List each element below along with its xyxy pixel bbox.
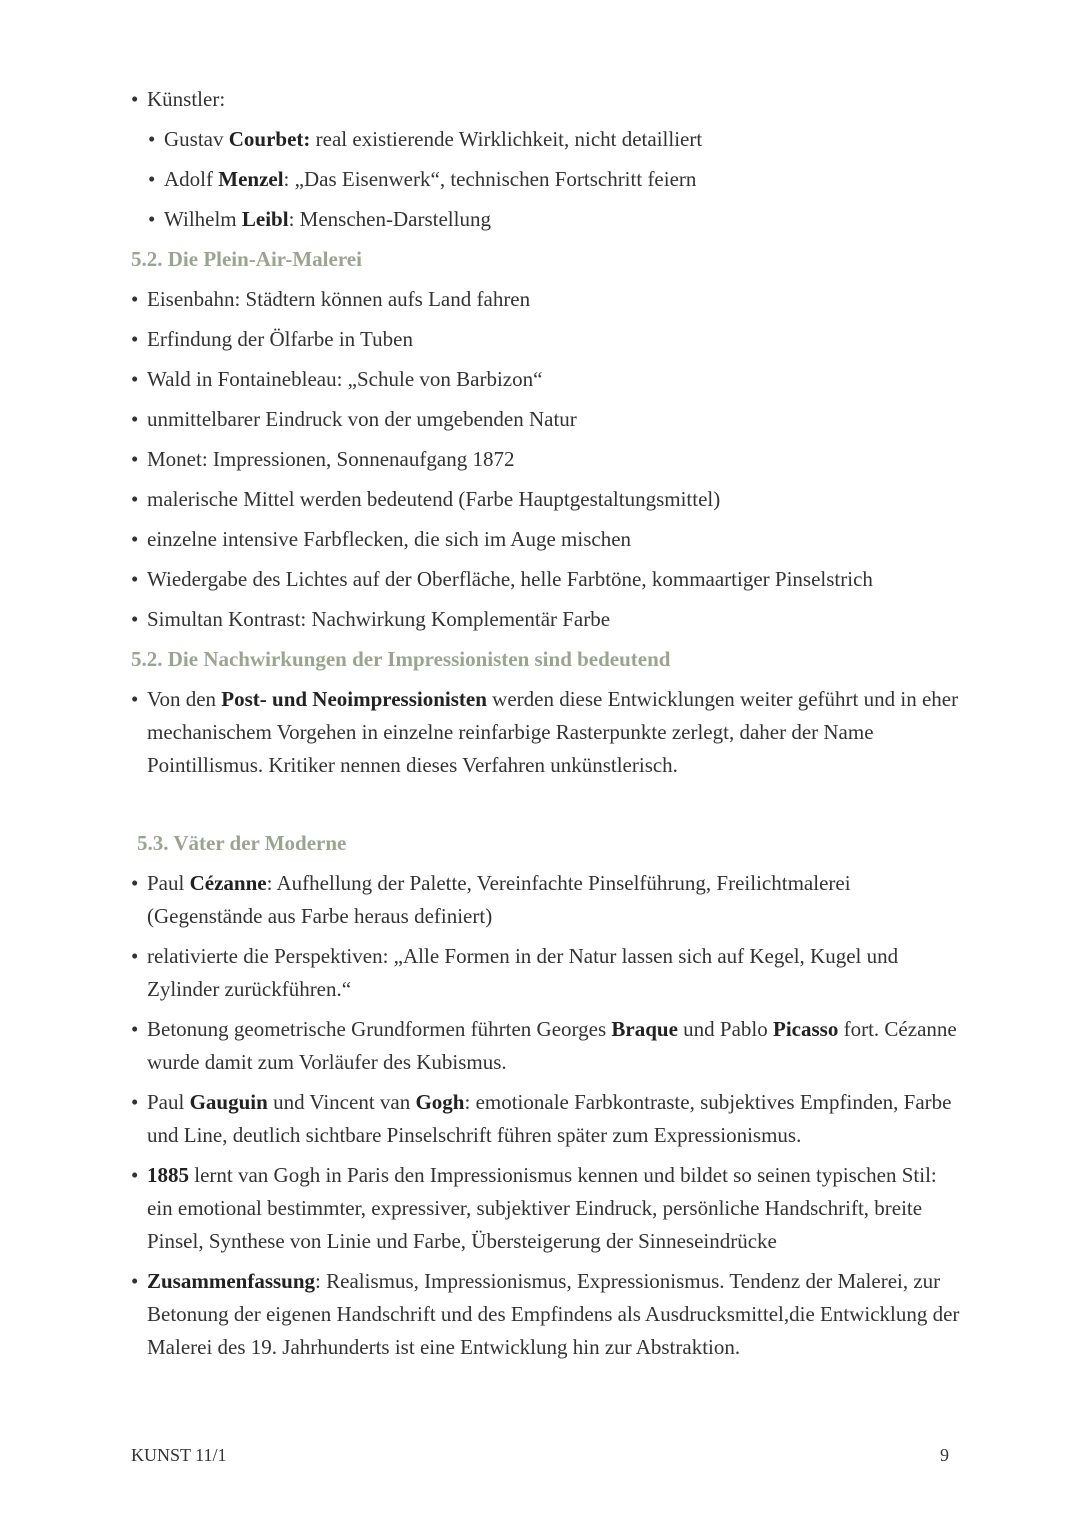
list-item	[131, 323, 961, 356]
bullet-icon: •	[148, 127, 156, 151]
text: und Vincent van	[267, 1090, 416, 1114]
bold-text: Zusammenfassung	[147, 1269, 316, 1293]
text: Paul	[147, 1090, 190, 1114]
text: Wald in Fontainebleau: „Schule von Barbizon“	[147, 367, 543, 391]
text: : Aufhellung der Palette, Vereinfachte Pinselführung, Freilichtmalerei (Gegenstände aus Farbe heraus definiert)	[147, 871, 851, 928]
text: lernt van Gogh in Paris den Impressionismus kennen und bildet so seinen typischen Stil: ein emotional bestimmter, expressiver, subjektiver Eindruck, persönliche Handschrift, breite Pinsel, Synthese von Linie und Farbe, Übersteigerung der Sinneseindrücke	[147, 1163, 937, 1253]
bullet-icon: •	[131, 1090, 139, 1114]
section-heading	[131, 243, 961, 276]
bold-text: Leibl	[241, 207, 289, 231]
list-item	[131, 83, 961, 116]
bullet-icon: •	[131, 327, 139, 351]
list-item	[131, 363, 961, 396]
text: Adolf	[164, 167, 219, 191]
bold-text: Gauguin	[189, 1090, 268, 1114]
bullet-icon: •	[148, 207, 156, 231]
text: Wiedergabe des Lichtes auf der Oberfläche, helle Farbtöne, kommaartiger Pinselstrich	[147, 567, 873, 591]
list-item	[131, 523, 961, 556]
bullet-icon: •	[131, 527, 139, 551]
bullet-icon: •	[131, 944, 139, 968]
text: malerische Mittel werden bedeutend (Farbe Hauptgestaltungsmittel)	[147, 487, 721, 511]
text: Betonung geometrische Grundformen führten Georges	[147, 1017, 612, 1041]
list-item	[131, 1265, 961, 1364]
bold-text: Menzel	[218, 167, 284, 191]
bold-text: 1885	[147, 1163, 189, 1187]
bullet-icon: •	[131, 1163, 139, 1187]
list-item	[131, 603, 961, 636]
text: Eisenbahn: Städtern können aufs Land fahren	[147, 287, 531, 311]
text: : Menschen-Darstellung	[288, 207, 491, 231]
list-item	[131, 1086, 961, 1152]
text: Paul	[147, 871, 190, 895]
text: Künstler:	[147, 87, 226, 111]
text: Erfindung der Ölfarbe in Tuben	[147, 327, 413, 351]
bold-text: Picasso	[773, 1017, 839, 1041]
list-item	[131, 483, 961, 516]
text: Gustav	[164, 127, 229, 151]
bullet-icon: •	[131, 447, 139, 471]
text: Wilhelm	[164, 207, 242, 231]
bullet-icon: •	[131, 871, 139, 895]
text: fort. Cézanne wurde damit zum Vorläufer des Kubismus.	[147, 1017, 957, 1074]
footer-course: KUNST 11/1	[131, 1445, 227, 1465]
page-number: 9	[940, 1445, 949, 1465]
sub-list-item	[148, 203, 961, 236]
text: Von den	[147, 687, 222, 711]
text: unmittelbarer Eindruck von der umgebenden Natur	[147, 407, 577, 431]
bullet-icon: •	[131, 567, 139, 591]
text: einzelne intensive Farbflecken, die sich im Auge mischen	[147, 527, 632, 551]
list-item	[131, 443, 961, 476]
bullet-icon: •	[131, 687, 139, 711]
bullet-icon: •	[131, 367, 139, 391]
text: werden diese Entwicklungen weiter geführt und in eher mechanischem Vorgehen in einzelne reinfarbige Rasterpunkte zerlegt, daher der Name Pointillismus. Kritiker nennen dieses Verfahren unkünstlerisch.	[147, 687, 959, 777]
bullet-icon: •	[131, 1017, 139, 1041]
list-item	[131, 867, 961, 933]
text: : Realismus, Impressionismus, Expressionismus. Tendenz der Malerei, zur Betonung der eigenen Handschrift und des Empfindens als Ausdrucksmittel,die Entwicklung der Malerei des 19. Jahrhunderts ist eine Entwicklung hin zur Abstraktion.	[147, 1269, 960, 1359]
list-item	[131, 563, 961, 596]
page-footer	[131, 1414, 949, 1528]
bold-text: Post- und Neoimpressionisten	[221, 687, 487, 711]
text: Simultan Kontrast: Nachwirkung Komplementär Farbe	[147, 607, 611, 631]
bullet-icon: •	[131, 1269, 139, 1293]
list-item	[131, 683, 961, 782]
sub-list-item	[148, 123, 961, 156]
bullet-icon: •	[131, 487, 139, 511]
text: : emotionale Farbkontraste, subjektives Empfinden, Farbe und Line, deutlich sichtbare Pinselschrift führen später zum Expressionismus.	[147, 1090, 952, 1147]
text: real existierende Wirklichkeit, nicht detailliert	[310, 127, 703, 151]
bullet-icon: •	[131, 87, 139, 111]
bullet-icon: •	[148, 167, 156, 191]
list-item	[131, 1013, 961, 1079]
text: : „Das Eisenwerk“, technischen Fortschritt feiern	[283, 167, 697, 191]
text: 5.2. Die Plein-Air-Malerei	[131, 247, 362, 271]
text: und Pablo	[677, 1017, 774, 1041]
bold-text: Courbet:	[228, 127, 311, 151]
list-item	[131, 283, 961, 316]
bold-text: Gogh	[415, 1090, 465, 1114]
text: 5.3. Väter der Moderne	[137, 831, 347, 855]
bullet-icon: •	[131, 287, 139, 311]
bold-text: Cézanne	[189, 871, 267, 895]
list-item	[131, 1159, 961, 1258]
bullet-icon: •	[131, 407, 139, 431]
list-item	[131, 940, 961, 1006]
section-heading	[131, 643, 961, 676]
text: relativierte die Perspektiven: „Alle Formen in der Natur lassen sich auf Kegel, Kugel und Zylinder zurückführen.“	[147, 944, 899, 1001]
list-item	[131, 403, 961, 436]
text: Monet: Impressionen, Sonnenaufgang 1872	[147, 447, 515, 471]
section-heading	[131, 827, 961, 860]
bold-text: Braque	[611, 1017, 678, 1041]
bullet-icon: •	[131, 607, 139, 631]
sub-list-item	[148, 163, 961, 196]
text: 5.2. Die Nachwirkungen der Impressionisten sind bedeutend	[131, 647, 671, 671]
